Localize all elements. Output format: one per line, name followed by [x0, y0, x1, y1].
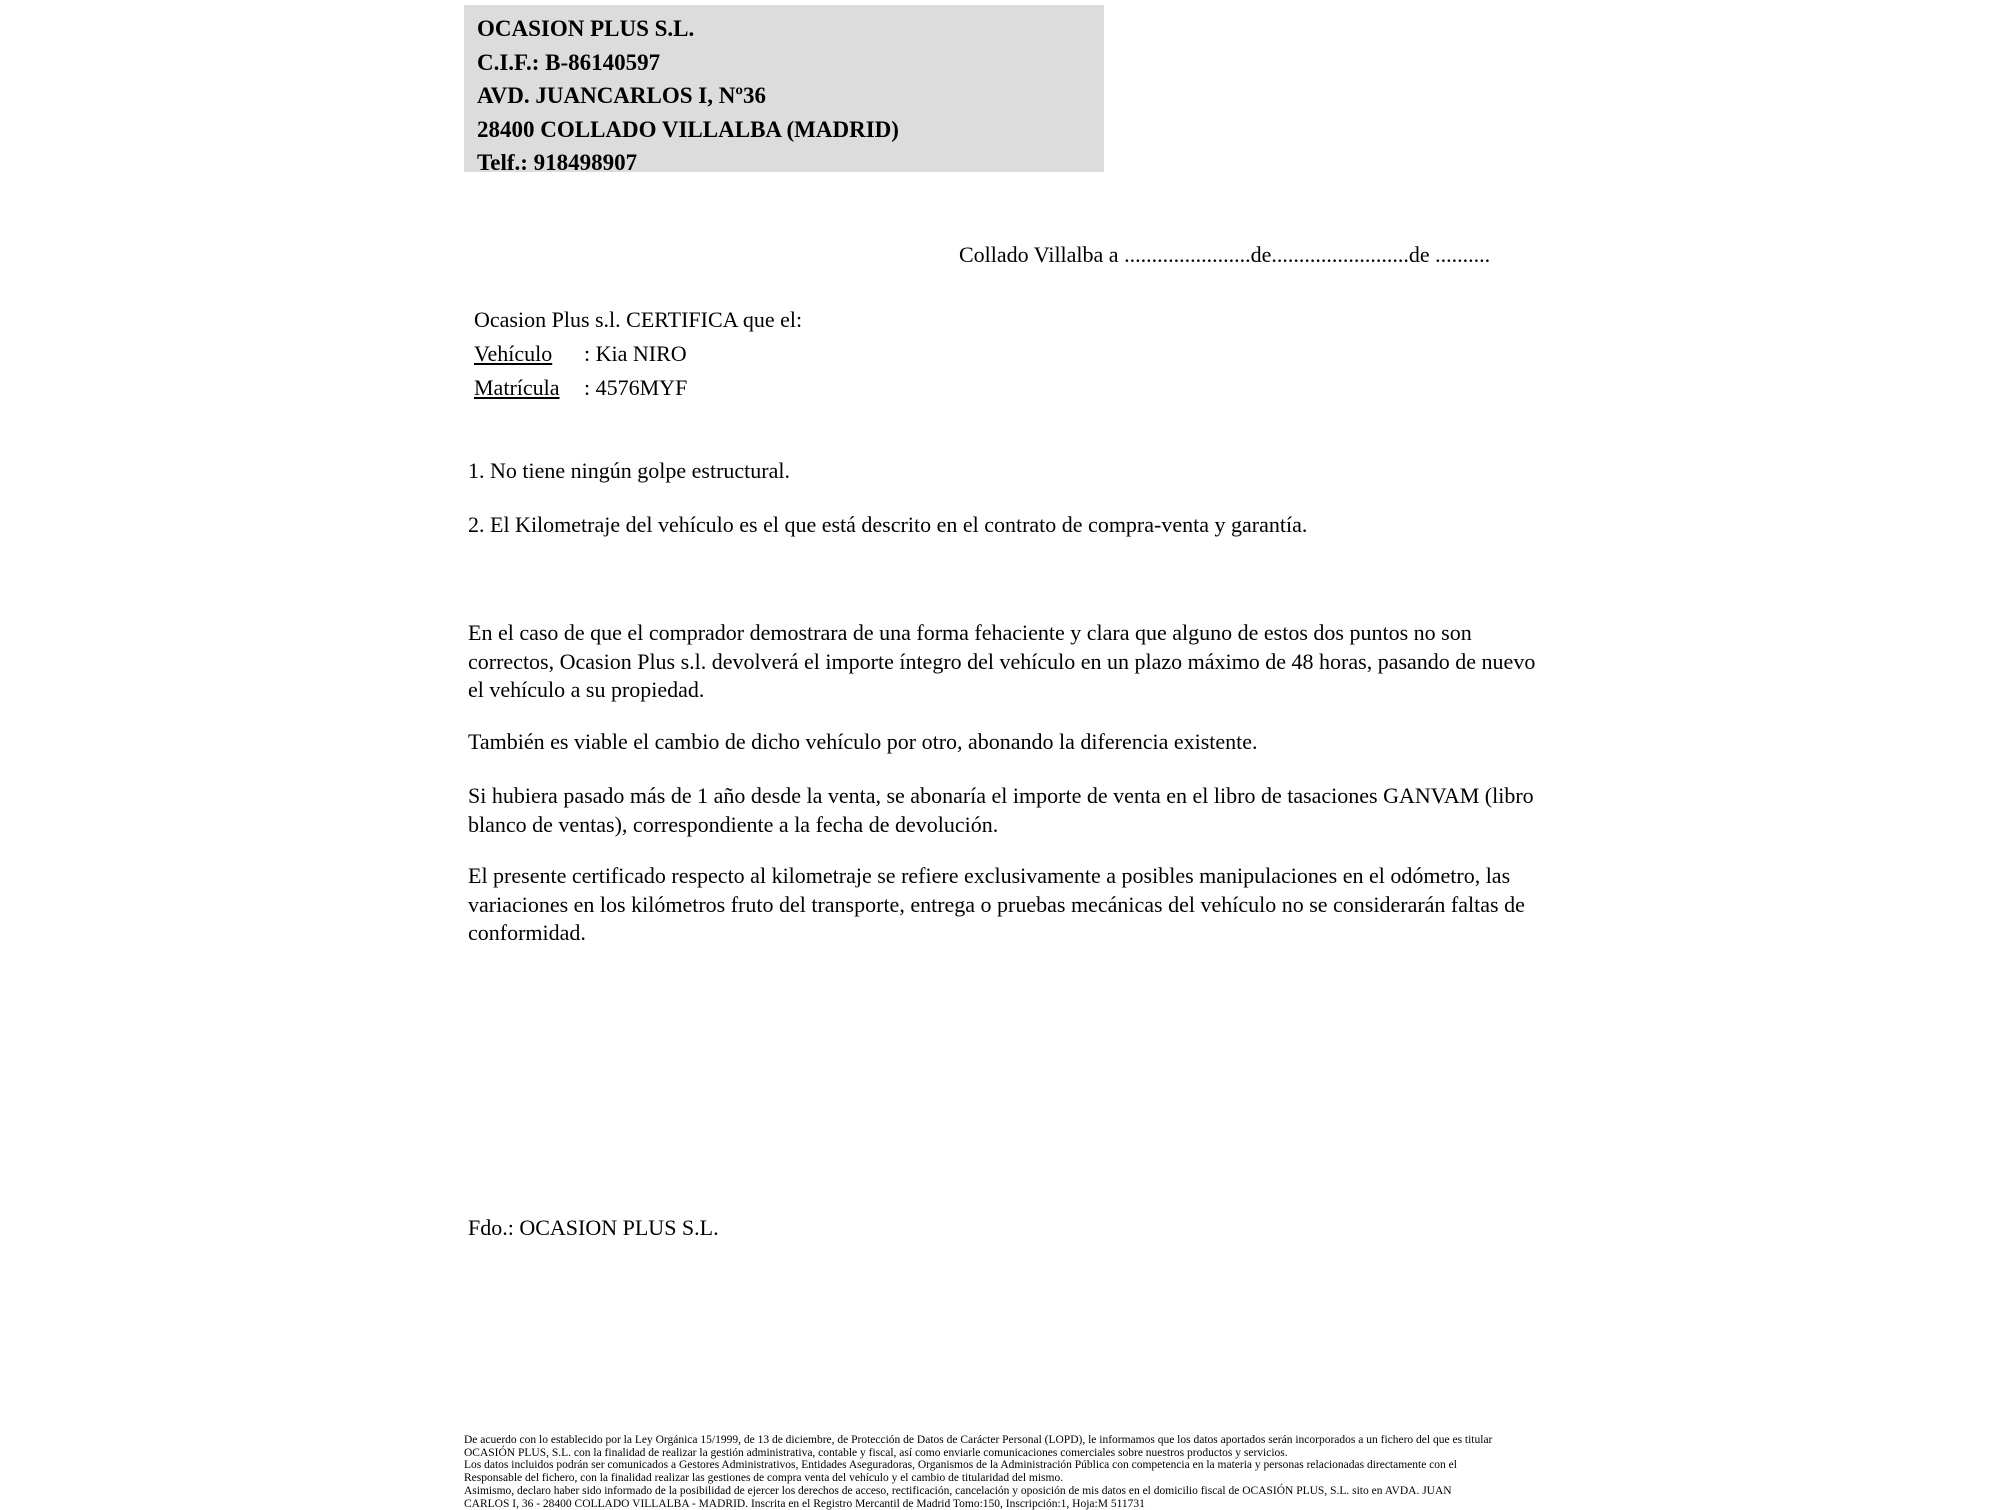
- company-city: 28400 COLLADO VILLALBA (MADRID): [477, 116, 899, 142]
- plate-value: 4576MYF: [595, 375, 688, 400]
- legal-line: Los datos incluidos podrán ser comunicados a Gestores Administrativos, Entidades Aseguradoras, Organismos de la Administración Pública con competencia en la materia y personas relacionadas directamente con el: [464, 1459, 1457, 1472]
- plate-separator: :: [584, 375, 591, 400]
- signature-line: Fdo.: OCASION PLUS S.L.: [468, 1215, 719, 1240]
- company-address: AVD. JUANCARLOS I, Nº36: [477, 83, 766, 108]
- company-header-box: [464, 5, 1104, 175]
- date-fill-in-line: Collado Villalba a .......................de.........................de ..........: [959, 242, 1491, 267]
- company-name: OCASION PLUS S.L.: [477, 16, 695, 41]
- certified-point-1: 1. No tiene ningún golpe estructural.: [468, 458, 790, 483]
- company-phone: Telf.: 918498907: [477, 150, 638, 175]
- certified-point-2: 2. El Kilometraje del vehículo es el que está descrito en el contrato de compra-venta y garantía.: [468, 512, 1308, 537]
- refund-paragraph: En el caso de que el comprador demostrara de una forma fehaciente y clara que alguno de estos dos puntos no son correctos, Ocasion Plus s.l. devolverá el importe íntegro del vehículo en un plazo máximo de 48 horas, pasando de nuevo el vehículo a su propiedad.: [468, 620, 1536, 702]
- certify-intro: Ocasion Plus s.l. CERTIFICA que el:: [474, 307, 803, 332]
- company-cif: C.I.F.: B-86140597: [477, 49, 661, 75]
- legal-line: Responsable del fichero, con la finalidad realizar las gestiones de compra venta del vehículo y el cambio de titularidad del mismo.: [464, 1472, 1064, 1485]
- plate-field: [474, 371, 802, 405]
- ganvam-paragraph: Si hubiera pasado más de 1 año desde la venta, se abonaría el importe de venta en el libro de tasaciones GANVAM (libro blanco de ventas), correspondiente a la fecha de devolución.: [468, 783, 1534, 837]
- vehicle-label: Vehículo: [474, 341, 553, 366]
- vehicle-value: Kia NIRO: [595, 341, 687, 366]
- legal-line: Asimismo, declaro haber sido informado de la posibilidad de ejercer los derechos de acceso, rectificación, cancelación y oposición de mis datos en el domicilio fiscal de OCASIÓN PLUS, S.L. sito en AVDA. JUAN: [464, 1484, 1452, 1497]
- legal-footer: [464, 1434, 1574, 1510]
- legal-line: OCASIÓN PLUS, S.L. con la finalidad de realizar la gestión administrativa, contable y fiscal, así como enviarle comunicaciones comerciales sobre nuestros productos y servicios.: [464, 1446, 1288, 1459]
- exchange-paragraph: También es viable el cambio de dicho vehículo por otro, abonando la diferencia existente.: [468, 729, 1258, 754]
- plate-label: Matrícula: [474, 375, 560, 400]
- certification-block: [474, 303, 802, 405]
- vehicle-field: [474, 337, 802, 371]
- legal-line: De acuerdo con lo establecido por la Ley Orgánica 15/1999, de 13 de diciembre, de Protección de Datos de Carácter Personal (LOPD), le informamos que los datos aportados serán incorporados a un fichero del que es titular: [464, 1434, 1493, 1446]
- odometer-paragraph: El presente certificado respecto al kilometraje se refiere exclusivamente a posibles manipulaciones en el odómetro, las variaciones en los kilómetros fruto del transporte, entrega o pruebas mecánicas del vehículo no se considerarán faltas de conformidad.: [468, 863, 1525, 945]
- vehicle-separator: :: [584, 341, 591, 366]
- legal-line: CARLOS I, 36 - 28400 COLLADO VILLALBA - MADRID. Inscrita en el Registro Mercantil de Madrid Tomo:150, Inscripción:1, Hoja:M 511731: [464, 1497, 1145, 1510]
